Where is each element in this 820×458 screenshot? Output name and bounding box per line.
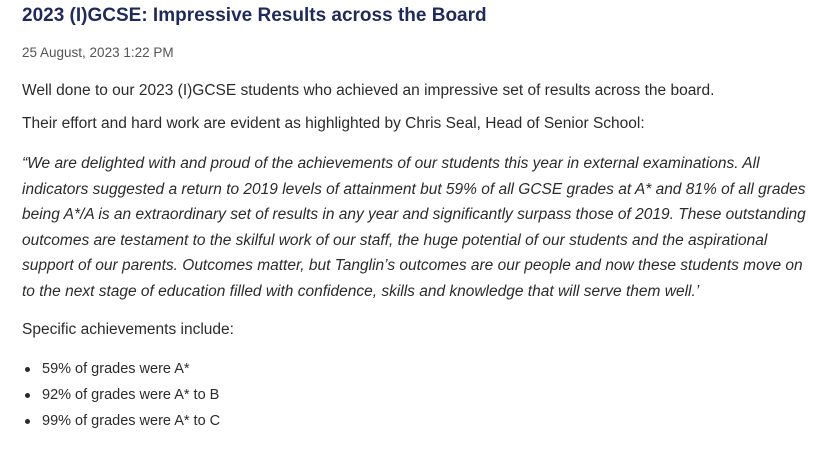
article-date: 25 August, 2023 1:22 PM: [22, 45, 174, 60]
list-item: [22, 382, 812, 408]
list-item-text: 59% of grades were A*: [42, 361, 190, 377]
list-item: [22, 356, 812, 382]
list-item: [22, 408, 812, 434]
achievements-list: [22, 356, 812, 434]
effort-paragraph: Their effort and hard work are evident as highlighted by Chris Seal, Head of Senior School:: [22, 115, 645, 132]
bullet-icon: [25, 393, 30, 398]
head-of-school-quote: “We are delighted with and proud of the achievements of our students this year in external examinations. All indicators suggested a return to 2019 levels of attainment but 59% of all GCSE grades at A* and 81% of all grades being A*/A is an extraordinary set of results in any year and significantly surpass those of 2019. These outstanding outcomes are testament to the skilful work of our staff, the huge potential of our students and the aspirational support of our parents. Outcomes matter, but Tanglin’s outcomes are our people and now these students move on to the next stage of education filled with confidence, skills and knowledge that will serve them well.’: [22, 155, 806, 300]
list-item-text: 92% of grades were A* to B: [42, 387, 220, 403]
article-title: 2023 (I)GCSE: Impressive Results across the Board: [22, 5, 487, 26]
list-item-text: 99% of grades were A* to C: [42, 413, 221, 429]
intro-paragraph: Well done to our 2023 (I)GCSE students who achieved an impressive set of results across the board.: [22, 82, 715, 99]
bullet-icon: [25, 419, 30, 424]
achievements-heading: Specific achievements include:: [22, 321, 234, 338]
bullet-icon: [25, 367, 30, 372]
